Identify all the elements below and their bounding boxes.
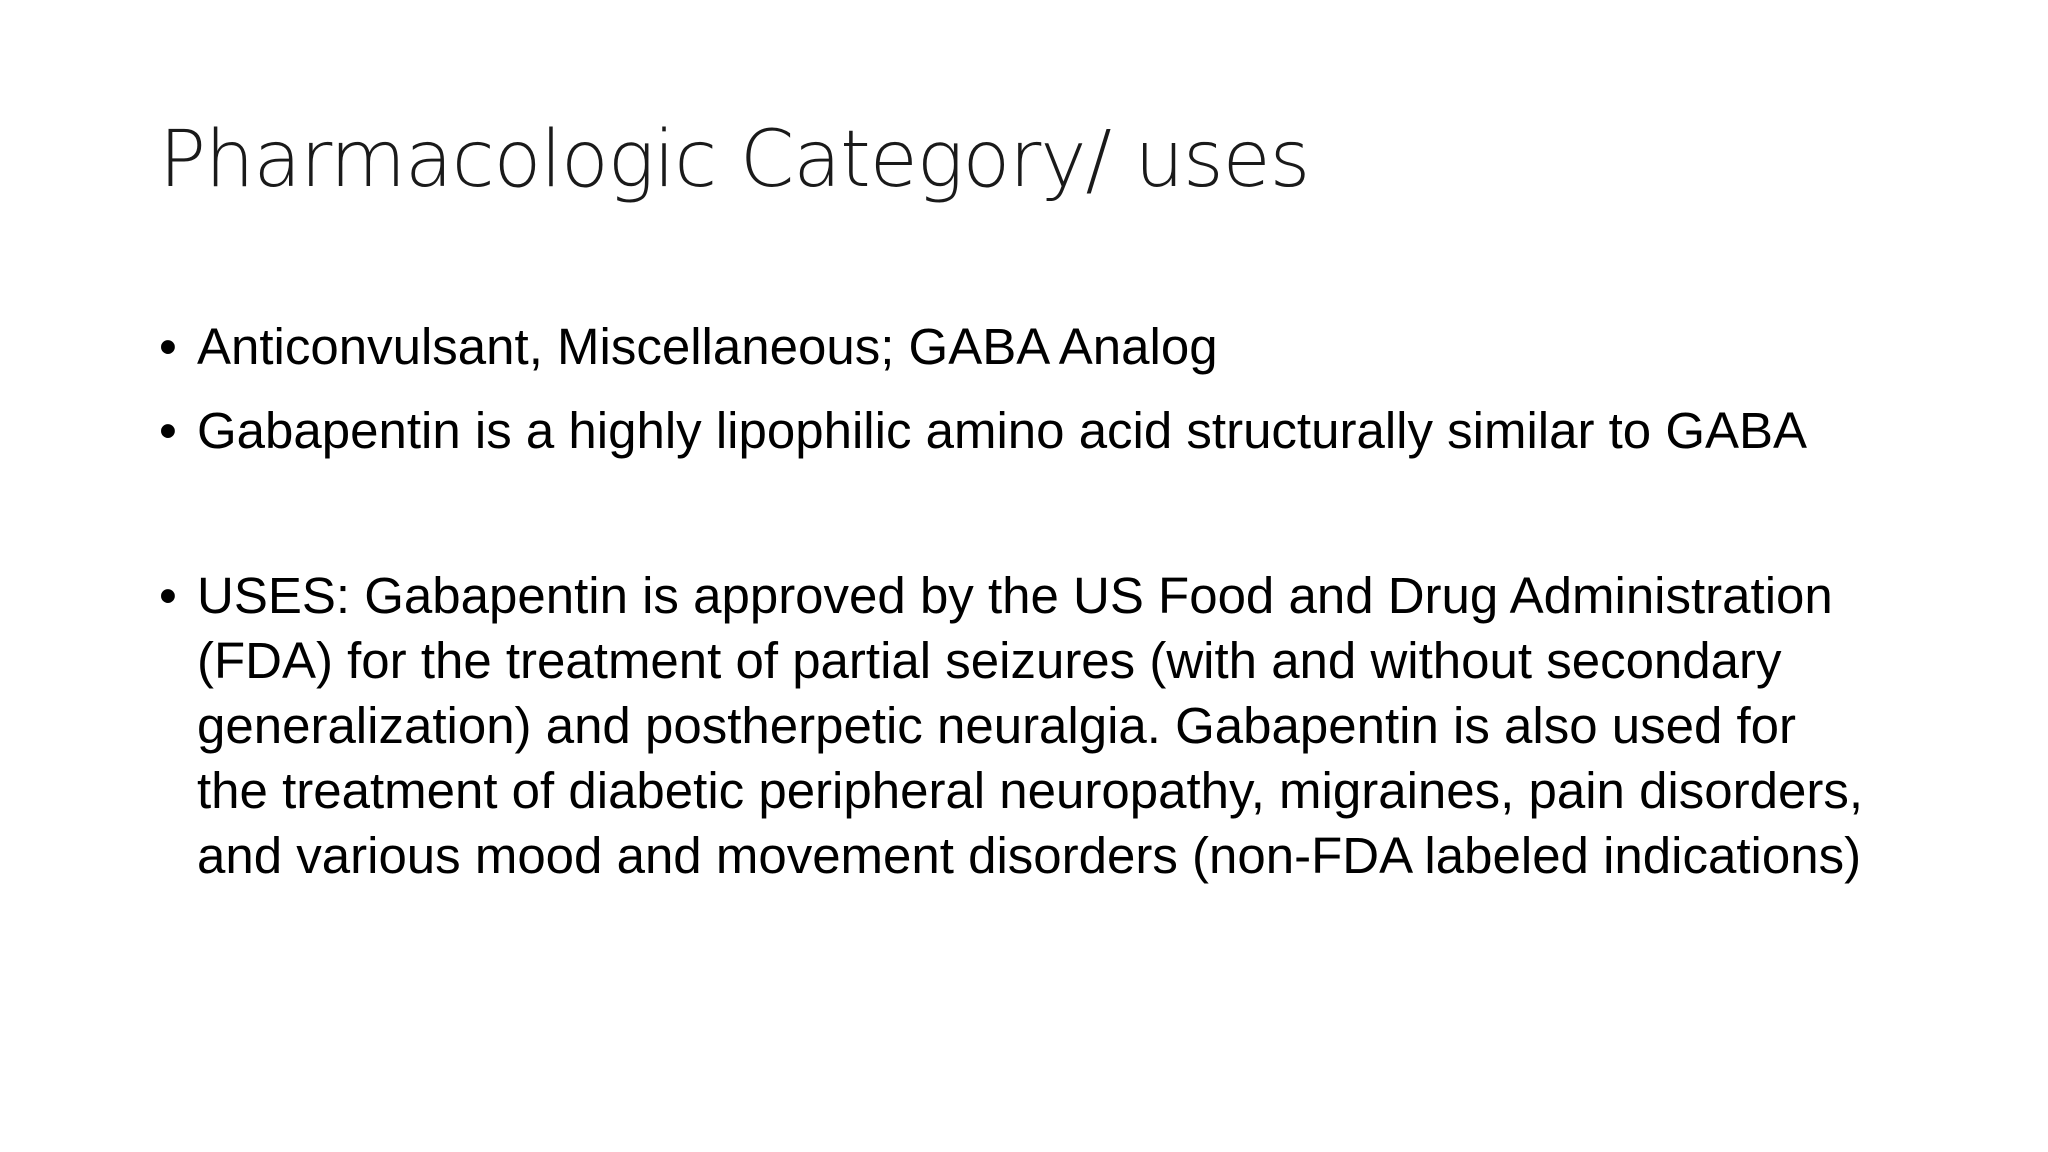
- bullet-text: Anticonvulsant, Miscellaneous; GABA Analog: [197, 318, 1218, 375]
- bullet-item-uses: [159, 563, 1879, 888]
- bullet-icon: •: [159, 567, 177, 624]
- bullet-item-structure: [159, 398, 1879, 463]
- bullet-text: USES: Gabapentin is approved by the US Food and Drug Administration (FDA) for the treatment of partial seizures (with and without secondary generalization) and postherpetic neuralgia. Gabapentin is also used for the treatment of diabetic peripheral neuropathy, migraines, pain disorders, and various mood and movement disorders (non-FDA labeled indications): [197, 567, 1863, 884]
- bullet-icon: •: [159, 318, 177, 375]
- bullet-text: Gabapentin is a highly lipophilic amino acid structurally similar to GABA: [197, 402, 1808, 459]
- bullet-list: [159, 314, 1879, 907]
- slide-title: Pharmacologic Category/ uses: [159, 115, 1310, 205]
- bullet-icon: •: [159, 402, 177, 459]
- bullet-item-category: [159, 314, 1879, 379]
